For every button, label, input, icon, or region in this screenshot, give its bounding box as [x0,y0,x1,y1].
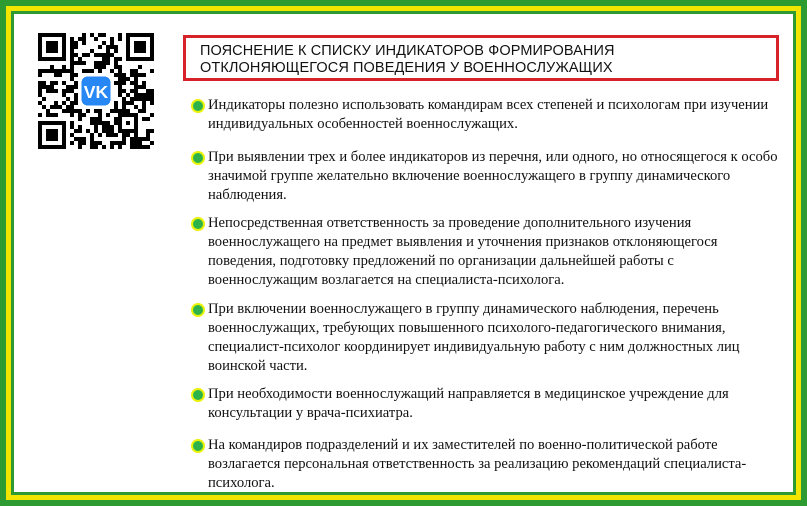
list-item-text: Индикаторы полезно использовать командирам всех степеней и психологам при изучении индивидуальных особенностей военнослужащих. [208,97,769,132]
list-item-text: При необходимости военнослужащий направляется в медицинское учреждение для консультации у врача-психиатра. [208,386,729,421]
list-item [200,385,785,423]
list-item-text: При выявлении трех и более индикаторов из перечня, или одного, но относящегося к особо значимой группе желательно включение военнослужащего в группу динамического наблюдения. [208,149,778,203]
bullet-icon [191,439,205,453]
list-item [200,148,785,205]
vk-logo-icon [80,75,112,107]
vk-logo-text: VK [83,82,109,103]
list-item [200,96,785,134]
bullet-icon [191,151,205,165]
list-item-text: Непосредственная ответственность за проведение дополнительного изучения военнослужащего на предмет выявления и уточнения признаков отклоняющегося поведения, подготовку предложений по организации дальнейшей работы с военнослужащим возлагается на специалиста-психолога. [208,215,718,288]
page-title: ПОЯСНЕНИЕ К СПИСКУ ИНДИКАТОРОВ ФОРМИРОВАНИЯ ОТКЛОНЯЮЩЕГОСЯ ПОВЕДЕНИЯ У ВОЕННОСЛУЖАЩИХ [200,43,615,76]
list-item-text: При включении военнослужащего в группу динамического наблюдения, перечень военнослужащих, требующих повышенного психолого-педагогического внимания, специалист-психолог координирует индивидуальную работу с ним должностных лиц воинской части. [208,301,740,374]
bullet-icon [191,388,205,402]
list-item [200,300,785,376]
list-item [200,436,785,493]
list-item-text: На командиров подразделений и их заместителей по военно-политической работе возлагается персональная ответственность за реализацию рекомендаций специалиста-психолога. [208,437,747,491]
bullet-icon [191,99,205,113]
title-box [183,35,779,81]
qr-code-icon [38,33,154,149]
list-item [200,214,785,290]
bullet-icon [191,217,205,231]
bullet-icon [191,303,205,317]
